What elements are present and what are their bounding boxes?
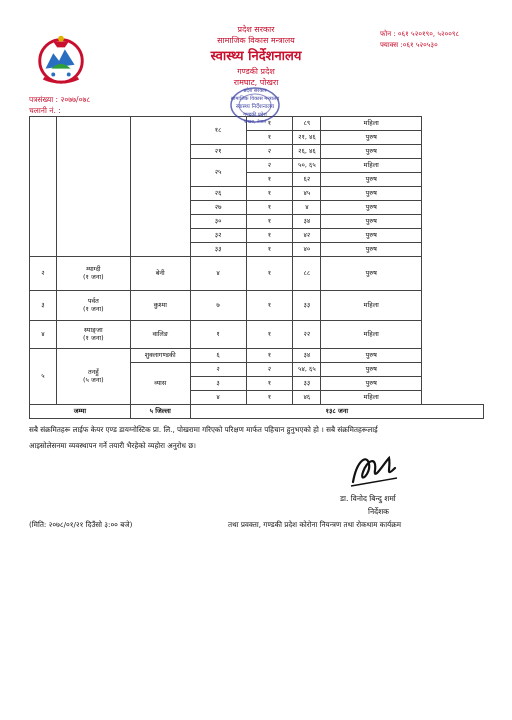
mun-cell-1 — [130, 117, 190, 257]
ward-cell: २६ — [190, 187, 246, 201]
case-cell: ४ — [293, 201, 321, 215]
district-count: (१ जना) — [83, 272, 104, 281]
district-name: स्याङ्जा — [84, 326, 103, 335]
sn-cell: ३ — [30, 291, 57, 321]
count-cell: १ — [246, 131, 293, 145]
svg-text:प्रदेश सरकार: प्रदेश सरकार — [243, 88, 267, 94]
paragraph-line-2: आइसोलेसनमा व्यवस्थापन गर्ने तयारी भैरहेको व्यहोरा अनुरोध छ। — [29, 441, 196, 450]
case-cell: ५०, ६५ — [293, 159, 321, 173]
count-cell: २ — [246, 159, 293, 173]
district-count: (१ जना) — [83, 333, 104, 342]
ward-cell: ३ — [190, 377, 246, 391]
sn-cell-1 — [30, 117, 57, 257]
ward-cell: ४ — [190, 257, 246, 291]
count-cell: १ — [246, 257, 293, 291]
district-cell-1 — [56, 117, 130, 257]
signatory-name: डा. विनोद बिन्दु शर्मा — [340, 494, 396, 503]
ward-cell: ४ — [190, 391, 246, 405]
sn-cell: ४ — [30, 321, 57, 349]
district-cell — [56, 291, 130, 321]
ward-cell: ३० — [190, 215, 246, 229]
sex-cell: पुरुष — [321, 131, 422, 145]
total-label: जम्मा — [30, 405, 131, 419]
case-cell: ३४ — [293, 349, 321, 363]
case-cell: ८९ — [293, 117, 321, 131]
count-cell: १ — [246, 377, 293, 391]
svg-text:स्वास्थ्य निर्देशनालय: स्वास्थ्य निर्देशनालय — [235, 104, 275, 110]
office-stamp — [215, 76, 295, 134]
district-cell — [56, 321, 130, 349]
office-title: स्वास्थ्य निर्देशनालय — [210, 49, 302, 64]
district-cell — [56, 349, 130, 405]
case-cell: २१, ४६ — [293, 131, 321, 145]
case-cell: ५४, ६५ — [293, 363, 321, 377]
reference-number: पत्रसंख्या : २०७७/०७८ — [29, 95, 91, 104]
case-cell: २२ — [293, 321, 321, 349]
municipality-cell: बेनी — [130, 257, 190, 291]
case-cell: ४२ — [293, 229, 321, 243]
table-row — [30, 291, 484, 321]
count-cell: १ — [246, 229, 293, 243]
sex-cell: पुरुष — [321, 363, 422, 377]
count-cell: १ — [246, 117, 293, 131]
sex-cell: पुरुष — [321, 173, 422, 187]
ward-cell: १ — [190, 321, 246, 349]
sn-cell: २ — [30, 257, 57, 291]
count-cell: १ — [246, 349, 293, 363]
municipality-cell: व्यास — [130, 363, 190, 405]
sex-cell: पुरुष — [321, 145, 422, 159]
cases-table — [29, 116, 484, 419]
signatory-role: तथा प्रवक्ता, गण्डकी प्रदेश कोरोना नियन्त्रण तथा रोकथाम कार्यक्रम — [228, 520, 402, 529]
ward-cell: २५ — [190, 159, 246, 187]
count-cell: १ — [246, 187, 293, 201]
count-cell: १ — [246, 243, 293, 257]
ward-cell: ३२ — [190, 229, 246, 243]
case-cell: ३३ — [293, 291, 321, 321]
municipality-cell: वालिङ — [130, 321, 190, 349]
case-cell: ४६ — [293, 391, 321, 405]
dispatch-number: चलानी नं. : — [29, 106, 61, 115]
table-row — [30, 349, 484, 363]
case-cell: २६, ४६ — [293, 145, 321, 159]
ward-cell: २ — [190, 363, 246, 377]
count-cell: १ — [246, 173, 293, 187]
ward-cell: १८ — [190, 117, 246, 145]
date-line: (मिति: २०७८/०१/२१ दिउँसो ३:०० बजे) — [29, 520, 133, 529]
ward-cell: ७ — [190, 291, 246, 321]
fax-number: फ्याक्स :०६१ ५२०५३० — [380, 41, 438, 49]
sex-cell: पुरुष — [321, 377, 422, 391]
district-name: तनहुँ — [87, 368, 99, 377]
case-cell: ३३ — [293, 377, 321, 391]
svg-text:गण्डकी प्रदेश: गण्डकी प्रदेश — [243, 112, 267, 118]
total-people: १३८ जना — [190, 405, 483, 419]
count-cell: १ — [246, 391, 293, 405]
count-cell: १ — [246, 201, 293, 215]
total-row — [30, 405, 484, 419]
case-cell: ३४ — [293, 215, 321, 229]
count-cell: २ — [246, 363, 293, 377]
sn-cell: ५ — [30, 349, 57, 405]
case-cell: ८८ — [293, 257, 321, 291]
municipality-cell: शुक्लागण्डकी — [130, 349, 190, 363]
header-line1: प्रदेश सरकार — [237, 25, 275, 34]
count-cell: २ — [246, 145, 293, 159]
sex-cell: महिला — [321, 291, 422, 321]
sex-cell: पुरुष — [321, 187, 422, 201]
sex-cell: पुरुष — [321, 229, 422, 243]
sex-cell: पुरुष — [321, 243, 422, 257]
case-cell: ६२ — [293, 173, 321, 187]
count-cell: १ — [246, 321, 293, 349]
signatory-title: निर्देशक — [368, 507, 389, 516]
district-cell — [56, 257, 130, 291]
signature-image — [345, 448, 405, 490]
ward-cell: २१ — [190, 145, 246, 159]
count-cell: १ — [246, 291, 293, 321]
table-row — [30, 321, 484, 349]
district-name: म्याग्दी — [86, 265, 101, 274]
table-row — [30, 257, 484, 291]
sex-cell: पुरुष — [321, 349, 422, 363]
paragraph-line-1: सबै संक्रमितहरू लाईफ केयर एण्ड डायग्नोस्टिक प्रा. लि., पोखरामा गरिएको परिक्षण मार्फत पहिचान हुनुभएको हो । सबै संक्रमितहरूलाई — [29, 425, 378, 434]
sex-cell: पुरुष — [321, 257, 422, 291]
case-cell: ४० — [293, 243, 321, 257]
sex-cell: पुरुष — [321, 215, 422, 229]
district-name: पर्वत — [87, 297, 99, 306]
sex-cell: महिला — [321, 117, 422, 131]
sex-cell: पुरुष — [321, 201, 422, 215]
sex-cell: महिला — [321, 391, 422, 405]
sex-cell: महिला — [321, 159, 422, 173]
ward-cell: २७ — [190, 201, 246, 215]
count-cell: १ — [246, 215, 293, 229]
header-line2: सामाजिक विकास मन्त्रालय — [217, 36, 295, 45]
ward-cell: ३३ — [190, 243, 246, 257]
total-districts: ५ जिल्ला — [130, 405, 190, 419]
district-count: (१ जना) — [83, 304, 104, 313]
district-count: (५ जना) — [83, 375, 104, 384]
ward-cell: ६ — [190, 349, 246, 363]
header-line4: गण्डकी प्रदेश — [237, 67, 275, 76]
phone-number: फोन : ०६१ ५२०१९०, ५२००९८ — [380, 30, 460, 38]
sex-cell: महिला — [321, 321, 422, 349]
svg-text:सामाजिक विकास मन्त्रालय: सामाजिक विकास मन्त्रालय — [230, 96, 280, 102]
header-line5: रामघाट, पोखरा — [233, 78, 279, 87]
notice-paragraph — [29, 422, 484, 454]
case-cell: ४५ — [293, 187, 321, 201]
svg-text:पोखरा, नेपाल: पोखरा, नेपाल — [243, 120, 267, 125]
municipality-cell: कुश्मा — [130, 291, 190, 321]
